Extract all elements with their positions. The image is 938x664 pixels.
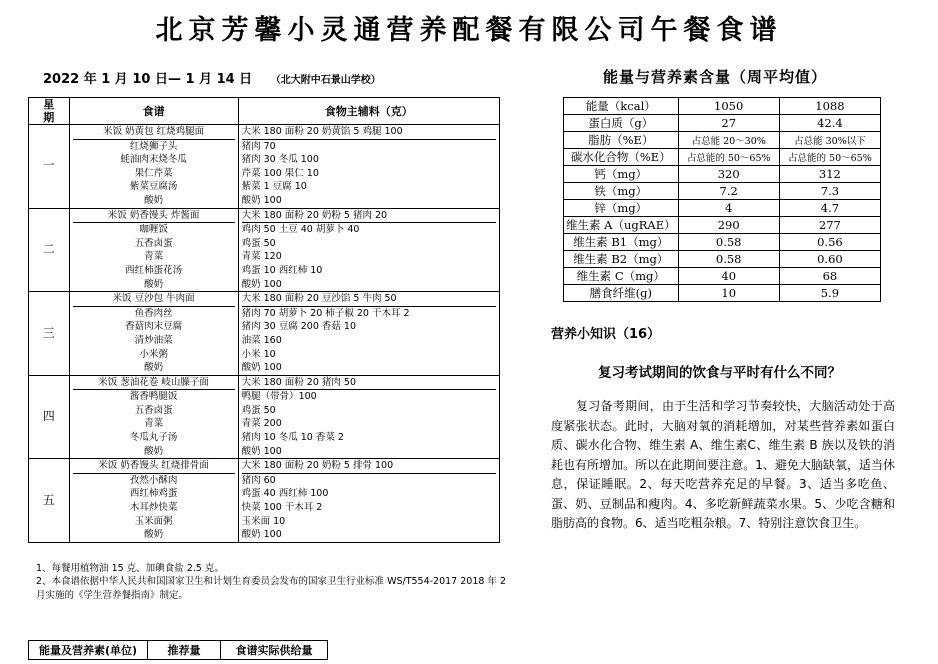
nutrient-name: 维生素 B2（mg）	[564, 251, 679, 268]
ingredient-item: 大米 180 面粉 20 奶粉 5 排骨 100	[242, 459, 496, 474]
ingredient-item: 猪肉 30 豆腐 200 香菇 10	[241, 321, 357, 333]
nutrition-body	[564, 98, 881, 302]
ingredient-item: 小米 10	[241, 348, 276, 360]
actual-value: 68	[779, 268, 880, 285]
ingredient-item: 快菜 100 干木耳 2	[241, 502, 323, 514]
menu-day-row	[29, 125, 500, 209]
footer-header-row	[29, 641, 328, 660]
actual-value: 42.4	[779, 115, 880, 132]
dish-item: 米饭 豆沙包 牛肉面	[73, 292, 235, 307]
actual-value: 占总能的 50～65%	[779, 149, 880, 166]
recommended-value: 1050	[678, 98, 779, 115]
recommended-value: 40	[678, 268, 779, 285]
footer-col-nutrient: 能量及营养素(单位)	[29, 641, 148, 660]
dish-item: 红烧狮子头	[129, 140, 178, 152]
page-title: 北京芳馨小灵通营养配餐有限公司午餐食谱	[155, 15, 783, 46]
dish-item: 香菇肉末豆腐	[125, 321, 183, 333]
ingredient-item: 大米 180 面粉 20 奶粉 5 猪肉 20	[242, 209, 496, 224]
nutrition-row	[564, 98, 881, 115]
dish-item: 清炒油菜	[134, 334, 173, 346]
dishes-cell	[69, 459, 238, 543]
nutrition-row	[564, 132, 881, 149]
ingredient-item: 猪肉 30 冬瓜 100	[241, 154, 319, 166]
ingredient-item: 鸡蛋 40 西红柿 100	[241, 488, 329, 500]
ingredient-item: 青菜 200	[241, 418, 282, 430]
ingredient-item: 鸡蛋 10 西红柿 10	[241, 264, 323, 276]
ingredient-item: 大米 180 面粉 20 奶黄馅 5 鸡腿 100	[242, 125, 496, 140]
dish-item: 青菜	[144, 418, 164, 430]
weekday-cell: 一	[29, 125, 70, 209]
ingredients-cell	[238, 292, 499, 376]
ingredient-item: 鸭腿（带骨）100	[241, 391, 317, 403]
nutrition-row	[564, 149, 881, 166]
school-name: （北大附中石景山学校）	[270, 75, 381, 86]
knowledge-question: 复习考试期间的饮食与平时有什么不同？	[598, 365, 841, 381]
dish-item: 紫菜豆腐汤	[129, 181, 178, 193]
dish-item: 酸奶	[144, 194, 164, 206]
dish-item: 酸奶	[144, 445, 164, 457]
nutrition-row	[564, 268, 881, 285]
dish-item: 西红柿鸡蛋	[129, 488, 178, 500]
dish-item: 青菜	[144, 251, 164, 263]
weekday-cell: 二	[29, 208, 70, 292]
actual-value: 277	[779, 217, 880, 234]
date-range-text: 2022 年 1 月 10 日— 1 月 14 日	[43, 72, 253, 87]
header-ingredients: 食物主辅料（克）	[238, 98, 499, 125]
ingredient-item: 酸奶 100	[241, 529, 282, 541]
ingredient-item: 玉米面 10	[241, 515, 286, 527]
recommended-value: 占总能的 50～65%	[678, 149, 779, 166]
dish-item: 鱼香肉丝	[134, 307, 173, 319]
header-weekday: 星 期	[29, 98, 70, 125]
nutrition-row	[564, 217, 881, 234]
ingredient-item: 大米 180 面粉 20 猪肉 50	[242, 376, 496, 391]
nutrient-name: 能量（kcal）	[564, 98, 679, 115]
dish-item: 咖喱饭	[139, 224, 168, 236]
ingredient-item: 鸡蛋 50	[241, 237, 276, 249]
menu-day-row	[29, 375, 500, 459]
date-range	[43, 68, 381, 87]
nutrition-row	[564, 115, 881, 132]
nutrition-row	[564, 200, 881, 217]
recommended-value: 290	[678, 217, 779, 234]
nutrient-name: 钙（mg）	[564, 166, 679, 183]
footer-table	[28, 640, 328, 660]
dish-item: 果仁芹菜	[134, 167, 173, 179]
ingredients-cell	[238, 125, 499, 209]
dish-item: 西红柿蛋花汤	[125, 264, 183, 276]
recommended-value: 占总能 20～30%	[678, 132, 779, 149]
ingredient-item: 酸奶 100	[241, 194, 282, 206]
nutrient-name: 脂肪（%E）	[564, 132, 679, 149]
ingredients-cell	[238, 375, 499, 459]
nutrient-name: 维生素 C（mg）	[564, 268, 679, 285]
weekday-cell: 四	[29, 375, 70, 459]
ingredient-item: 酸奶 100	[241, 278, 282, 290]
recommended-value: 4	[678, 200, 779, 217]
dishes-cell	[69, 208, 238, 292]
ingredient-item: 芹菜 100 果仁 10	[241, 167, 319, 179]
nutrition-table	[563, 97, 881, 302]
dish-item: 米饭 葱油花卷 岐山臊子面	[73, 376, 235, 391]
menu-day-row	[29, 459, 500, 543]
ingredient-item: 紫菜 1 豆腐 10	[241, 181, 307, 193]
footer-col-recommended: 推荐量	[148, 641, 221, 660]
menu-day-row	[29, 292, 500, 376]
weekday-cell: 三	[29, 292, 70, 376]
dish-item: 米饭 奶香馒头 炸酱面	[73, 209, 235, 224]
dish-item: 米饭 奶黄包 红烧鸡腿面	[73, 125, 235, 140]
menu-table	[28, 97, 500, 543]
dish-item: 酸奶	[144, 529, 164, 541]
weekday-cell: 五	[29, 459, 70, 543]
recommended-value: 7.2	[678, 183, 779, 200]
knowledge-article: 复习备考期间，由于生活和学习节奏较快，大脑活动处于高度紧张状态。此时，大脑对氧的消耗增加，对某些营养素如蛋白质、碳水化合物、维生素 A、维生素C、维生素 B 族以及铁的消耗也有所增加。所以在此期间要注意。1、避免大脑缺氧，适当休息，保证睡眠。2、每天吃营养充足的早餐。3、适当多吃鱼、蛋、奶、豆制品和瘦肉。4、多吃新鲜蔬菜水果。5、少吃含糖和脂肪高的食物。6、适当吃粗杂粮。7、特别注意饮食卫生。	[551, 399, 895, 530]
actual-value: 1088	[779, 98, 880, 115]
nutrient-name: 碳水化合物（%E）	[564, 149, 679, 166]
ingredient-item: 酸奶 100	[241, 362, 282, 374]
ingredient-item: 酸奶 100	[241, 445, 282, 457]
nutrition-row	[564, 285, 881, 302]
dish-item: 米饭 奶香馒头 红烧排骨面	[73, 459, 235, 474]
dish-item: 冬瓜丸子汤	[129, 432, 178, 444]
nutrient-name: 维生素 A（ugRAE）	[564, 217, 679, 234]
knowledge-title: 营养小知识（16）	[551, 327, 661, 342]
ingredient-item: 猪肉 60	[241, 474, 276, 486]
dish-item: 酸奶	[144, 278, 164, 290]
ingredients-cell	[238, 208, 499, 292]
footer-col-actual: 食谱实际供给量	[221, 641, 328, 660]
nutrient-name: 锌（mg）	[564, 200, 679, 217]
ingredient-item: 鸡蛋 50	[241, 404, 276, 416]
recommended-value: 0.58	[678, 251, 779, 268]
dish-item: 五香卤蛋	[134, 237, 173, 249]
nutrition-row	[564, 183, 881, 200]
dish-item: 五香卤蛋	[134, 404, 173, 416]
dishes-cell	[69, 125, 238, 209]
header-dishes: 食谱	[69, 98, 238, 125]
dish-item: 蚝油肉末烧冬瓜	[120, 154, 187, 166]
nutrition-row	[564, 234, 881, 251]
recommended-value: 27	[678, 115, 779, 132]
note-standard: 2、本食谱依据中华人民共和国国家卫生和计划生育委员会发布的国家卫生行业标准 WS/T554-2017 2018 年 2 月实施的《学生营养餐指南》制定。	[36, 576, 507, 601]
dish-item: 酱香鸭腿饭	[129, 391, 178, 403]
ingredient-item: 猪肉 10 冬瓜 10 香菜 2	[241, 432, 344, 444]
actual-value: 0.60	[779, 251, 880, 268]
actual-value: 7.3	[779, 183, 880, 200]
menu-header-row	[29, 98, 500, 125]
actual-value: 占总能 30%以下	[779, 132, 880, 149]
nutrition-row	[564, 166, 881, 183]
actual-value: 0.56	[779, 234, 880, 251]
nutrition-title: 能量与营养素含量（周平均值）	[603, 68, 828, 86]
dish-item: 小米粥	[139, 348, 168, 360]
recommended-value: 0.58	[678, 234, 779, 251]
nutrient-name: 膳食纤维(g)	[564, 285, 679, 302]
ingredient-item: 青菜 120	[241, 251, 282, 263]
dishes-cell	[69, 375, 238, 459]
nutrient-name: 维生素 B1（mg）	[564, 234, 679, 251]
dish-item: 玉米面粥	[134, 515, 173, 527]
recommended-value: 320	[678, 166, 779, 183]
menu-day-row	[29, 208, 500, 292]
recommended-value: 10	[678, 285, 779, 302]
menu-body	[29, 125, 500, 543]
ingredient-item: 大米 180 面粉 20 豆沙馅 5 牛肉 50	[242, 292, 496, 307]
dish-item: 孜然小酥肉	[129, 474, 178, 486]
dish-item: 木耳炒快菜	[129, 502, 178, 514]
dish-item: 酸奶	[144, 362, 164, 374]
ingredient-item: 猪肉 70	[241, 140, 276, 152]
dishes-cell	[69, 292, 238, 376]
nutrient-name: 铁（mg）	[564, 183, 679, 200]
actual-value: 5.9	[779, 285, 880, 302]
nutrient-name: 蛋白质（g）	[564, 115, 679, 132]
ingredient-item: 油菜 160	[241, 334, 282, 346]
actual-value: 312	[779, 166, 880, 183]
ingredient-item: 猪肉 70 胡萝卜 20 柿子椒 20 干木耳 2	[241, 307, 410, 319]
ingredients-cell	[238, 459, 499, 543]
note-oil-salt: 1、每餐用植物油 15 克、加碘食盐 2.5 克。	[36, 563, 224, 574]
nutrition-row	[564, 251, 881, 268]
actual-value: 4.7	[779, 200, 880, 217]
ingredient-item: 鸡肉 50 土豆 40 胡萝卜 40	[241, 224, 360, 236]
